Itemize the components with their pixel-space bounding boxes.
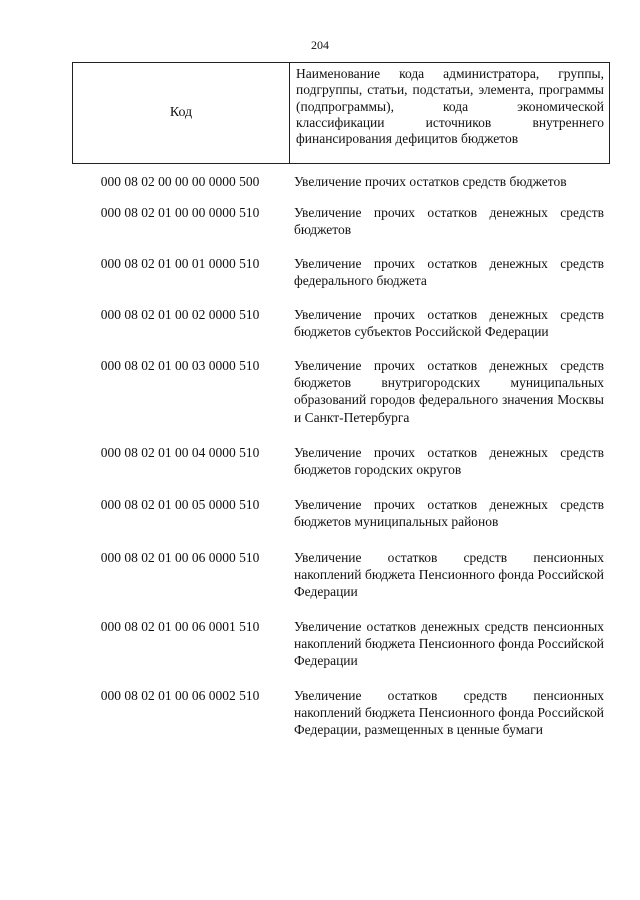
table-row <box>72 173 610 204</box>
row-name: Увеличение прочих остатков денежных средств бюджетов муниципальных районов <box>294 497 604 530</box>
row-name: Увеличение остатков средств пенсионных накоплений бюджета Пенсионного фонда Российской Федерации, размещенных в ценные бумаги <box>294 688 604 738</box>
row-code: 000 08 02 01 00 06 0002 510 <box>100 688 260 703</box>
row-code: 000 08 02 01 00 02 0000 510 <box>100 307 260 322</box>
row-name: Увеличение прочих остатков денежных средств бюджетов внутригородских муниципальных образований городов федерального значения Москвы и Санкт-Петербурга <box>294 358 604 425</box>
table-row <box>72 204 610 255</box>
row-name: Увеличение прочих остатков денежных средств бюджетов городских округов <box>294 445 604 478</box>
header-code-label: Код <box>73 63 290 163</box>
table-body <box>72 173 610 759</box>
row-name: Увеличение прочих остатков денежных средств бюджетов субъектов Российской Федерации <box>294 307 604 340</box>
table-header <box>72 62 610 164</box>
table-row <box>72 496 610 549</box>
row-code: 000 08 02 01 00 04 0000 510 <box>100 445 260 460</box>
row-code: 000 08 02 01 00 03 0000 510 <box>100 358 260 373</box>
header-name-label: Наименование кода администратора, группы, подгруппы, статьи, подстатьи, элемента, программы (подпрограммы), кода экономической классификации источников внутреннего финансирования дефицитов бюджетов <box>296 66 604 147</box>
row-name: Увеличение остатков денежных средств пенсионных накоплений бюджета Пенсионного фонда Российской Федерации <box>294 619 604 669</box>
row-name: Увеличение прочих остатков денежных средств бюджетов <box>294 205 604 238</box>
table-row <box>72 255 610 306</box>
row-code: 000 08 02 01 00 06 0000 510 <box>100 550 260 565</box>
table-row <box>72 549 610 618</box>
row-code: 000 08 02 01 00 05 0000 510 <box>100 497 260 512</box>
table-row <box>72 618 610 687</box>
row-code: 000 08 02 00 00 00 0000 500 <box>100 174 260 189</box>
row-name: Увеличение прочих остатков денежных средств федерального бюджета <box>294 256 604 289</box>
row-code: 000 08 02 01 00 00 0000 510 <box>100 205 260 220</box>
row-code: 000 08 02 01 00 01 0000 510 <box>100 256 260 271</box>
table-row <box>72 444 610 496</box>
table-row <box>72 357 610 444</box>
row-name: Увеличение прочих остатков средств бюджетов <box>294 174 567 189</box>
table-row <box>72 306 610 357</box>
page-number: 204 <box>311 38 329 52</box>
table-row <box>72 687 610 759</box>
row-code: 000 08 02 01 00 06 0001 510 <box>100 619 260 634</box>
row-name: Увеличение остатков средств пенсионных накоплений бюджета Пенсионного фонда Российской Федерации <box>294 550 604 600</box>
